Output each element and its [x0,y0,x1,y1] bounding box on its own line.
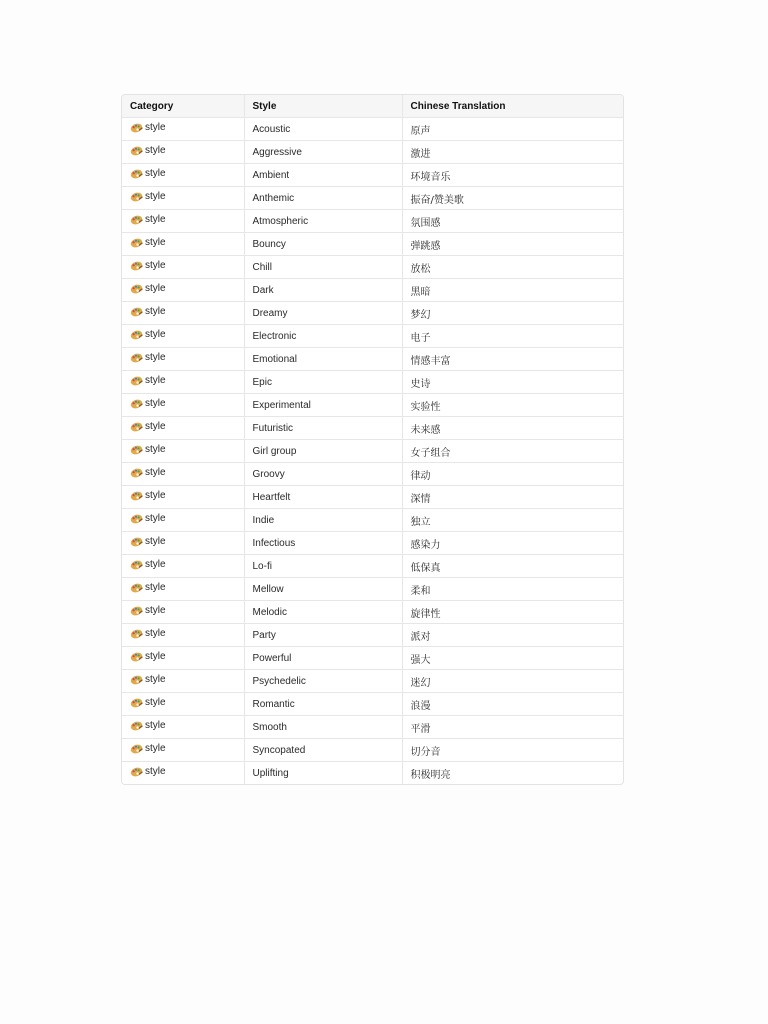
chinese-translation-cell: 深情 [402,486,623,509]
palette-icon [130,421,143,432]
category-label: style [145,720,166,731]
category-cell [122,486,244,509]
chinese-translation-cell: 独立 [402,509,623,532]
header-chinese-translation: Chinese Translation [402,95,623,118]
style-cell: Syncopated [244,739,402,762]
category-cell [122,141,244,164]
category-cell [122,164,244,187]
category-label: style [145,444,166,455]
style-cell: Lo-fi [244,555,402,578]
chinese-translation-cell: 平滑 [402,716,623,739]
palette-icon [130,766,143,777]
style-cell: Futuristic [244,417,402,440]
palette-icon [130,536,143,547]
style-cell: Ambient [244,164,402,187]
category-cell [122,716,244,739]
style-cell: Chill [244,256,402,279]
chinese-translation-cell: 积极明亮 [410,769,451,781]
table-row [122,716,623,739]
header-category: Category [122,95,244,118]
category-label: style [145,766,166,777]
category-cell [122,647,244,670]
category-label: style [145,513,166,524]
table-row [122,670,623,693]
table-body [122,118,623,785]
table-row [122,325,623,348]
category-label: style [145,743,166,754]
palette-icon [130,191,143,202]
palette-icon [130,467,143,478]
palette-icon [130,628,143,639]
category-label: style [145,214,166,225]
palette-icon [130,605,143,616]
palette-icon [130,283,143,294]
style-cell: Heartfelt [244,486,402,509]
style-cell: Uplifting [244,762,402,785]
table-row [122,486,623,509]
table-row [122,233,623,256]
category-cell [122,624,244,647]
style-cell: Groovy [244,463,402,486]
category-cell [122,187,244,210]
category-label: style [145,191,166,202]
chinese-translation-cell: 柔和 [402,578,623,601]
chinese-translation-cell: 原声 [402,118,623,141]
header-row [122,95,623,118]
table-row [122,601,623,624]
chinese-translation-cell: 电子 [402,325,623,348]
palette-icon [130,375,143,386]
category-label: style [145,467,166,478]
style-cell: Bouncy [244,233,402,256]
style-cell: Acoustic [244,118,402,141]
category-cell [122,256,244,279]
category-cell [122,555,244,578]
table-row [122,555,623,578]
palette-icon [130,490,143,501]
category-label: style [145,306,166,317]
palette-icon [130,720,143,731]
palette-icon [130,260,143,271]
palette-icon [130,352,143,363]
style-cell: Epic [244,371,402,394]
chinese-translation-cell: 弹跳感 [402,233,623,256]
category-label: style [145,697,166,708]
chinese-translation-cell: 迷幻 [402,670,623,693]
style-cell: Powerful [244,647,402,670]
palette-icon [130,674,143,685]
chinese-translation-cell: 未来感 [402,417,623,440]
category-label: style [145,559,166,570]
table-row [122,532,623,555]
table-row [122,256,623,279]
palette-icon [130,398,143,409]
palette-icon [130,444,143,455]
category-cell [122,601,244,624]
style-cell: Romantic [244,693,402,716]
chinese-translation-cell: 振奋/赞美歌 [402,187,623,210]
chinese-translation-cell: 氛围感 [402,210,623,233]
table-row [122,279,623,302]
table-row [122,394,623,417]
category-cell [122,440,244,463]
table-row [122,302,623,325]
table-row [122,187,623,210]
category-cell [122,739,244,762]
chinese-translation-cell: 律动 [402,463,623,486]
category-cell [122,670,244,693]
chinese-translation-cell: 浪漫 [402,693,623,716]
category-label: style [145,168,166,179]
category-cell [122,325,244,348]
chinese-translation-cell: 放松 [402,256,623,279]
category-label: style [145,651,166,662]
style-cell: Infectious [244,532,402,555]
header-style: Style [244,95,402,118]
style-cell: Emotional [244,348,402,371]
style-cell: Anthemic [244,187,402,210]
category-label: style [145,605,166,616]
style-cell: Party [244,624,402,647]
palette-icon [130,559,143,570]
category-label: style [145,260,166,271]
palette-icon [130,651,143,662]
style-cell: Aggressive [244,141,402,164]
category-cell [122,394,244,417]
style-cell: Indie [244,509,402,532]
category-label: style [145,490,166,501]
table-row [122,463,623,486]
category-cell [122,693,244,716]
chinese-translation-cell: 旋律性 [402,601,623,624]
palette-icon [130,214,143,225]
category-cell [122,532,244,555]
chinese-translation-cell: 梦幻 [402,302,623,325]
style-cell: Psychedelic [244,670,402,693]
table-header [122,95,623,118]
style-cell: Melodic [244,601,402,624]
chinese-translation-cell: 史诗 [402,371,623,394]
table-row [122,647,623,670]
category-cell [122,463,244,486]
category-cell [122,210,244,233]
chinese-translation-cell: 情感丰富 [402,348,623,371]
table-row [122,762,623,785]
table-row [122,141,623,164]
palette-icon [130,145,143,156]
table-row [122,164,623,187]
chinese-translation-cell: 女子组合 [402,440,623,463]
chinese-translation-cell: 派对 [402,624,623,647]
palette-icon [130,513,143,524]
category-label: style [145,352,166,363]
table-row [122,578,623,601]
category-cell [122,371,244,394]
style-cell: Smooth [244,716,402,739]
category-cell [122,233,244,256]
chinese-translation-cell: 环境音乐 [402,164,623,187]
palette-icon [130,306,143,317]
category-label: style [145,145,166,156]
style-cell: Dark [244,279,402,302]
style-cell: Experimental [244,394,402,417]
table-row [122,417,623,440]
category-label: style [145,375,166,386]
style-table-container [121,94,624,785]
category-cell [122,762,244,785]
chinese-translation-cell: 强大 [402,647,623,670]
category-label: style [145,122,166,133]
table-row [122,348,623,371]
category-cell [122,118,244,141]
palette-icon [130,743,143,754]
palette-icon [130,582,143,593]
style-cell: Dreamy [244,302,402,325]
category-cell [122,302,244,325]
style-table [122,95,623,784]
category-cell [122,578,244,601]
table-row [122,739,623,762]
style-cell: Electronic [244,325,402,348]
category-cell [122,509,244,532]
chinese-translation-cell: 低保真 [402,555,623,578]
category-cell [122,417,244,440]
style-cell: Mellow [244,578,402,601]
style-cell: Girl group [244,440,402,463]
palette-icon [130,697,143,708]
category-label: style [145,536,166,547]
table-row [122,210,623,233]
category-label: style [145,674,166,685]
table-row [122,693,623,716]
table-row [122,440,623,463]
category-label: style [145,398,166,409]
category-label: style [145,628,166,639]
table-row [122,624,623,647]
category-cell [122,279,244,302]
category-label: style [145,329,166,340]
category-label: style [145,283,166,294]
category-cell [122,348,244,371]
table-row [122,118,623,141]
category-label: style [145,237,166,248]
chinese-translation-cell: 切分音 [402,739,623,762]
chinese-translation-cell: 感染力 [402,532,623,555]
table-row [122,371,623,394]
table-row [122,509,623,532]
palette-icon [130,168,143,179]
chinese-translation-cell: 实验性 [402,394,623,417]
style-cell: Atmospheric [244,210,402,233]
palette-icon [130,122,143,133]
palette-icon [130,237,143,248]
chinese-translation-cell: 激进 [402,141,623,164]
chinese-translation-cell: 黑暗 [402,279,623,302]
category-label: style [145,582,166,593]
category-label: style [145,421,166,432]
palette-icon [130,329,143,340]
